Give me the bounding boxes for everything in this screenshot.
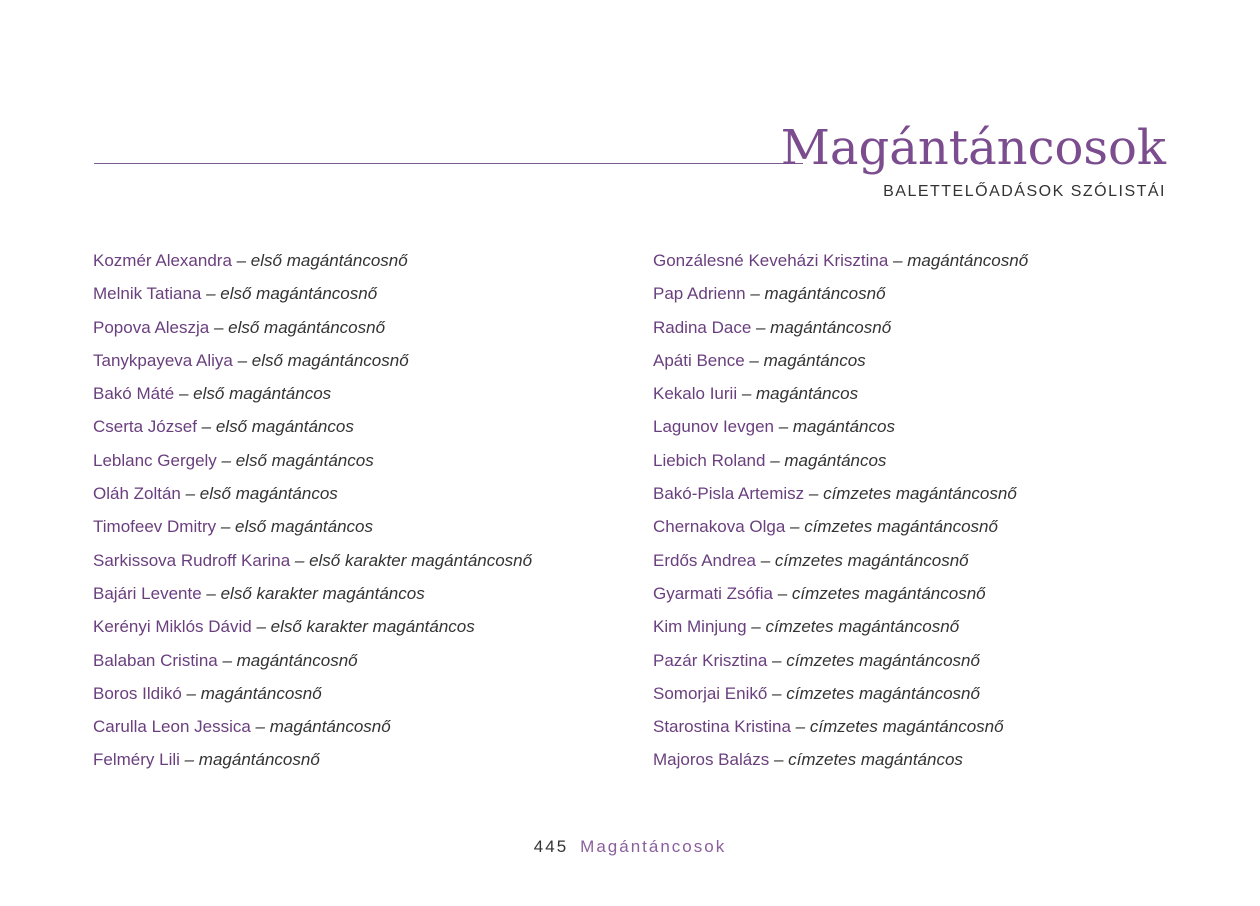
dancer-role: – magántáncosnő (751, 317, 892, 337)
dancer-name: Carulla Leon Jessica (93, 717, 251, 737)
dancer-role: – címzetes magántáncosnő (772, 583, 986, 603)
list-item (93, 648, 532, 681)
dancer-role: – első karakter magántáncos (201, 583, 425, 603)
dancer-role: – első karakter magántáncosnő (290, 550, 533, 570)
dancer-name: Gyarmati Zsófia (653, 583, 773, 603)
dancer-role: – első magántáncosnő (209, 317, 386, 337)
dancer-name: Melnik Tatiana (93, 284, 202, 304)
list-item (653, 514, 1028, 547)
dancer-name: Kerényi Miklós Dávid (93, 617, 252, 637)
dancer-role: – első magántáncosnő (232, 350, 409, 370)
list-item (653, 448, 1028, 481)
list-item (653, 281, 1028, 314)
list-item (93, 248, 532, 281)
list-item (653, 414, 1028, 447)
dancer-role: – magántáncosnő (181, 683, 322, 703)
dancer-role: – magántáncosnő (888, 251, 1029, 270)
dancer-role: – címzetes magántáncosnő (790, 717, 1004, 737)
dancer-role: – első magántáncosnő (231, 251, 408, 270)
dancer-role: – első magántáncosnő (201, 284, 378, 304)
list-item (653, 248, 1028, 281)
list-item (93, 481, 532, 514)
dancer-role: – címzetes magántáncosnő (767, 683, 980, 703)
dancer-name: Kozmér Alexandra (93, 251, 232, 270)
list-item (93, 548, 532, 581)
page-subtitle: BALETTELŐADÁSOK SZÓLISTÁI (883, 183, 1166, 200)
dancer-role: – első magántáncos (196, 417, 354, 437)
list-item (93, 514, 532, 547)
dancer-role: – címzetes magántáncosnő (756, 550, 969, 570)
dancer-name: Sarkissova Rudroff Karina (93, 550, 291, 570)
dancer-role: – címzetes magántáncos (769, 750, 963, 770)
dancer-name: Chernakova Olga (653, 517, 786, 537)
dancer-name: Majoros Balázs (653, 750, 770, 770)
dancer-name: Timofeev Dmitry (93, 517, 217, 537)
dancer-role: – címzetes magántáncosnő (767, 650, 980, 670)
dancer-role: – magántáncosnő (745, 284, 886, 304)
dancer-role: – magántáncos (737, 384, 859, 404)
dancer-name: Pazár Krisztina (653, 650, 768, 670)
list-item (93, 614, 532, 647)
dancer-name: Cserta József (93, 417, 197, 437)
dancer-role: – címzetes magántáncosnő (746, 617, 960, 637)
dancer-name: Lagunov Ievgen (653, 417, 774, 437)
list-item (653, 714, 1028, 747)
list-item (653, 747, 1028, 780)
dancer-role: – első magántáncos (174, 384, 332, 404)
dancer-name: Popova Aleszja (93, 317, 210, 337)
dancer-name: Kim Minjung (653, 617, 747, 637)
dancer-role: – első magántáncos (216, 517, 373, 537)
dancer-role: – címzetes magántáncosnő (785, 517, 998, 537)
dancer-name: Felméry Lili (93, 750, 180, 770)
list-item (93, 414, 532, 447)
list-item (653, 581, 1028, 614)
page-number: 445 (533, 837, 569, 856)
dancer-name: Kekalo Iurii (653, 384, 738, 404)
dancer-name: Bakó Máté (93, 384, 175, 404)
list-item (653, 681, 1028, 714)
list-item (93, 281, 532, 314)
dancer-name: Gonzálesné Keveházi Krisztina (653, 251, 889, 270)
dancer-name: Oláh Zoltán (93, 484, 181, 504)
list-item (93, 348, 532, 381)
list-item (653, 548, 1028, 581)
dancer-name: Liebich Roland (653, 450, 766, 470)
dancer-role: – magántáncos (774, 417, 895, 437)
list-item (653, 315, 1028, 348)
dancer-name: Erdős Andrea (653, 550, 757, 570)
dancer-role: – első magántáncos (180, 484, 338, 504)
list-item (93, 381, 532, 414)
running-title: Magántáncosok (580, 837, 727, 856)
list-item (93, 315, 532, 348)
list-item (653, 348, 1028, 381)
dancer-role: – magántáncosnő (217, 650, 358, 670)
list-item (93, 581, 532, 614)
dancer-role: – magántáncos (744, 350, 866, 370)
list-item (653, 381, 1028, 414)
list-item (93, 747, 532, 780)
page-title: Magántáncosok (780, 120, 1166, 176)
dancer-role: – első magántáncos (216, 450, 374, 470)
dancer-name: Radina Dace (653, 317, 752, 337)
dancer-name: Starostina Kristina (653, 717, 791, 737)
dancer-name: Leblanc Gergely (93, 450, 217, 470)
left-column (93, 248, 532, 781)
right-column (653, 248, 1028, 781)
dancer-role: – címzetes magántáncosnő (804, 484, 1017, 504)
list-item (653, 614, 1028, 647)
list-item (653, 648, 1028, 681)
dancer-role: – első karakter magántáncos (251, 617, 475, 637)
list-item (93, 714, 532, 747)
dancer-name: Bakó-Pisla Artemisz (653, 484, 805, 504)
dancer-name: Apáti Bence (653, 350, 745, 370)
list-item (653, 481, 1028, 514)
page-footer (0, 837, 1260, 857)
dancer-name: Boros Ildikó (93, 683, 182, 703)
dancer-role: – magántáncos (765, 450, 887, 470)
list-item (93, 448, 532, 481)
dancer-name: Balaban Cristina (93, 650, 218, 670)
dancer-name: Somorjai Enikő (653, 683, 768, 703)
dancer-role: – magántáncosnő (250, 717, 391, 737)
dancer-name: Pap Adrienn (653, 284, 746, 304)
dancer-name: Bajári Levente (93, 583, 202, 603)
dancer-name: Tanykpayeva Aliya (93, 350, 233, 370)
dancer-role: – magántáncosnő (179, 750, 320, 770)
header-rule (94, 163, 803, 164)
list-item (93, 681, 532, 714)
